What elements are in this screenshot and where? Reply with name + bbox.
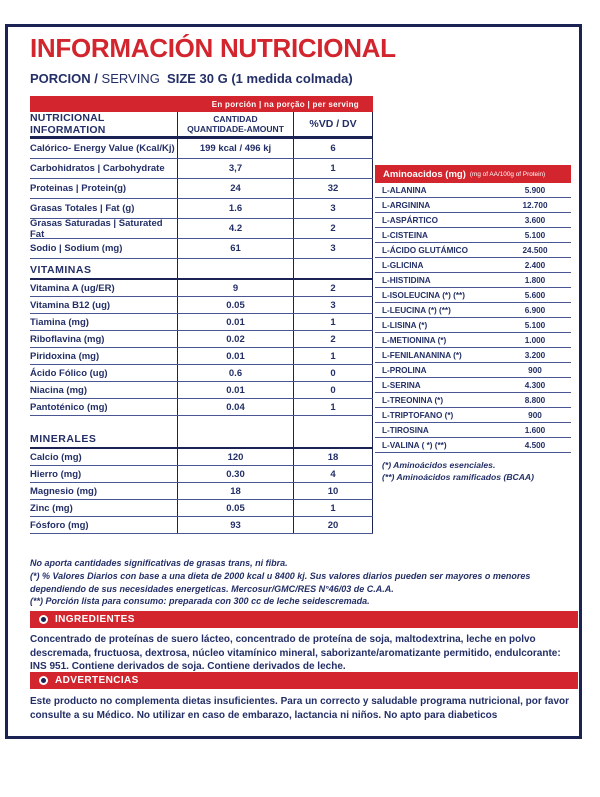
amino-name: L-LISINA (*) (382, 320, 428, 330)
amino-name: L-FENILANANINA (*) (382, 350, 462, 360)
amino-name: L-SERINA (382, 380, 421, 390)
amino-name: L-ISOLEUCINA (*) (**) (382, 290, 465, 300)
amino-value: 4.300 (524, 380, 546, 390)
row-dv: 3 (293, 239, 373, 258)
section-row-minerales (30, 416, 373, 449)
row-dv: 10 (293, 483, 373, 499)
section-title: MINERALES (30, 433, 97, 445)
table-row (30, 280, 373, 297)
row-dv: 0 (293, 382, 373, 398)
table-row (30, 239, 373, 259)
row-dv: 20 (293, 517, 373, 533)
amino-acids-footnotes (375, 460, 571, 483)
row-dv: 2 (293, 219, 373, 238)
amino-row (375, 213, 571, 228)
amino-row (375, 183, 571, 198)
amino-acids-panel (375, 165, 571, 483)
table-row (30, 139, 373, 159)
table-row (30, 348, 373, 365)
row-dv: 1 (293, 348, 373, 364)
amino-row (375, 423, 571, 438)
amino-acids-header (375, 165, 571, 183)
row-dv: 2 (293, 280, 373, 296)
amino-name: L-ALANINA (382, 185, 427, 195)
row-amount: 0.01 (177, 348, 293, 364)
section-empty-cell (293, 416, 373, 447)
table-row (30, 517, 373, 534)
amino-acids-title: Aminoacidos (mg) (383, 168, 466, 180)
row-amount: 0.6 (177, 365, 293, 381)
warnings-text: Este producto no complementa dietas insuficientes. Para un correcto y saludable programa nutricional, por favor consulte a su Médico. No utilizar en caso de embarazo, lactancia ni niños. No apto para diabeticos (30, 696, 570, 721)
column-header-nutrient: NUTRICIONAL INFORMATION (30, 112, 106, 136)
row-amount: 18 (177, 483, 293, 499)
row-label: Grasas Totales | Fat (g) (30, 203, 135, 214)
amino-row (375, 408, 571, 423)
table-row (30, 500, 373, 517)
amino-value: 12.700 (522, 200, 548, 210)
amino-value: 8.800 (524, 395, 546, 405)
per-serving-banner (30, 96, 373, 112)
row-label: Magnesio (mg) (30, 485, 98, 497)
row-dv: 3 (293, 199, 373, 218)
row-amount: 0.01 (177, 314, 293, 330)
nutrition-table (30, 112, 373, 534)
amino-row (375, 318, 571, 333)
serving-line (30, 71, 353, 86)
row-amount: 93 (177, 517, 293, 533)
row-dv: 6 (293, 139, 373, 158)
row-amount: 0.01 (177, 382, 293, 398)
amino-value: 5.100 (524, 230, 546, 240)
table-row (30, 466, 373, 483)
footnote-line: (*) % Valores Diarios con base a una dieta de 2000 kcal u 8400 kj. Sus valores diarios pueden ser mayores o menores dependiendo de sus necesidades energeticas. Mercosur/GMC/RES N°46/03 de C.A.A. (30, 570, 531, 594)
amino-row (375, 303, 571, 318)
row-label: Tiamina (mg) (30, 316, 89, 328)
table-row (30, 331, 373, 348)
amino-row (375, 378, 571, 393)
row-label: Calórico- Energy Value (Kcal/Kj) (30, 143, 175, 154)
amino-name: L-ASPÁRTICO (382, 215, 438, 225)
amino-name: L-TRIPTOFANO (*) (382, 410, 454, 420)
section-empty-cell (177, 416, 293, 447)
amino-footnote-essential: (*) Aminoácidos esenciales. (382, 460, 496, 470)
nutrition-table-body (30, 139, 373, 534)
table-row (30, 179, 373, 199)
amino-row (375, 258, 571, 273)
amino-value: 5.100 (524, 320, 546, 330)
ingredients-header (30, 611, 578, 628)
row-label: Calcio (mg) (30, 451, 82, 463)
amino-value: 2.400 (524, 260, 546, 270)
row-dv: 2 (293, 331, 373, 347)
amino-row (375, 363, 571, 378)
row-dv: 1 (293, 159, 373, 178)
row-dv: 1 (293, 500, 373, 516)
serving-line-serving: SERVING (101, 71, 160, 86)
row-label: Zinc (mg) (30, 502, 73, 514)
row-dv: 32 (293, 179, 373, 198)
table-row (30, 314, 373, 331)
bullet-icon (39, 615, 48, 624)
row-amount: 9 (177, 280, 293, 296)
amino-value: 4.500 (524, 440, 546, 450)
table-row (30, 219, 373, 239)
amino-name: L-ARGININA (382, 200, 431, 210)
row-amount: 24 (177, 179, 293, 198)
row-amount: 120 (177, 449, 293, 465)
section-empty-cell (177, 259, 293, 278)
row-label: Carbohidratos | Carbohydrate (30, 163, 165, 174)
table-row (30, 449, 373, 466)
amino-name: L-GLICINA (382, 260, 424, 270)
row-dv: 1 (293, 399, 373, 415)
amino-value: 1.600 (524, 425, 546, 435)
amino-name: L-TREONINA (*) (382, 395, 444, 405)
amino-name: L-HISTIDINA (382, 275, 431, 285)
table-row (30, 365, 373, 382)
row-label: Fósforo (mg) (30, 519, 89, 531)
amino-value: 900 (528, 365, 542, 375)
warnings-header (30, 672, 578, 689)
row-label: Vitamina B12 (ug) (30, 299, 111, 311)
row-label: Sodio | Sodium (mg) (30, 243, 123, 254)
row-amount: 61 (177, 239, 293, 258)
section-row-vitaminas (30, 259, 373, 280)
table-row (30, 199, 373, 219)
amino-name: L-CISTEINA (382, 230, 428, 240)
warnings-header-label: ADVERTENCIAS (55, 675, 139, 686)
amino-row (375, 198, 571, 213)
row-amount: 0.05 (177, 297, 293, 313)
amino-name: L-TIROSINA (382, 425, 429, 435)
amino-value: 24.500 (522, 245, 548, 255)
row-label: Riboflavina (mg) (30, 333, 105, 345)
row-label: Ácido Fólico (ug) (30, 367, 108, 379)
row-amount: 0.04 (177, 399, 293, 415)
daily-value-footnotes (30, 557, 578, 608)
amino-row (375, 393, 571, 408)
row-amount: 0.05 (177, 500, 293, 516)
serving-line-porcion: PORCION / (30, 71, 98, 86)
row-dv: 4 (293, 466, 373, 482)
row-label: Niacina (mg) (30, 384, 88, 396)
amino-row (375, 273, 571, 288)
table-row (30, 159, 373, 179)
row-amount: 0.02 (177, 331, 293, 347)
amino-value: 3.200 (524, 350, 546, 360)
row-label: Grasas Saturadas | Saturated Fat (30, 217, 163, 240)
ingredients-text: Concentrado de proteínas de suero lácteo, concentrado de proteína de soja, maltodextrina, leche en polvo descremada, fructuosa, dextrosa, núcleo vitamínico mineral, saborizante/aromatizante permitido, endulcorante: INS 951. Contiene derivados de soja. Contiene derivados de leche. (30, 634, 561, 672)
amino-row (375, 348, 571, 363)
amino-row (375, 333, 571, 348)
footnote-line: No aporta cantidades significativas de grasas trans, ni fibra. (30, 558, 288, 568)
amino-name: L-PROLINA (382, 365, 427, 375)
label-frame (5, 24, 582, 739)
amino-value: 900 (528, 410, 542, 420)
bullet-icon (39, 676, 48, 685)
table-row (30, 297, 373, 314)
footnote-line: (**) Porción lista para consumo: preparada con 300 cc de leche seidescremada. (30, 596, 370, 607)
amino-value: 1.000 (524, 335, 546, 345)
amino-value: 5.900 (524, 185, 546, 195)
amino-row (375, 228, 571, 243)
row-dv: 3 (293, 297, 373, 313)
table-row (30, 399, 373, 416)
amino-name: L-LEUCINA (*) (**) (382, 305, 451, 315)
table-row (30, 483, 373, 500)
row-amount: 3,7 (177, 159, 293, 178)
section-title: VITAMINAS (30, 264, 92, 276)
per-serving-banner-label: En porción | na porção | per serving (211, 99, 359, 109)
row-amount: 1.6 (177, 199, 293, 218)
row-label: Vitamina A (ug/ER) (30, 282, 115, 294)
amino-footnote-bcaa: (**) Aminoácidos ramificados (BCAA) (382, 471, 535, 482)
row-label: Pantoténico (mg) (30, 401, 108, 413)
amino-name: L-METIONINA (*) (382, 335, 447, 345)
amino-row (375, 243, 571, 258)
amino-name: L-ÁCIDO GLUTÁMICO (382, 245, 468, 255)
nutrition-table-header (30, 112, 373, 139)
row-amount: 0.30 (177, 466, 293, 482)
row-label: Proteinas | Protein(g) (30, 183, 127, 194)
column-header-amount: CANTIDAD QUANTIDADE-AMOUNT (177, 112, 293, 136)
amino-row (375, 438, 571, 453)
row-dv: 0 (293, 365, 373, 381)
amino-value: 3.600 (524, 215, 546, 225)
row-amount: 199 kcal / 496 kj (177, 139, 293, 158)
section-empty-cell (293, 259, 373, 278)
amino-acids-unit-note: (mg of AA/100g of Protein) (469, 170, 546, 178)
table-row (30, 382, 373, 399)
amino-value: 6.900 (524, 305, 546, 315)
ingredients-header-label: INGREDIENTES (55, 614, 135, 625)
row-amount: 4.2 (177, 219, 293, 238)
amino-name: L-VALINA ( *) (**) (382, 440, 447, 450)
column-header-dv: %VD / DV (293, 112, 373, 136)
row-dv: 18 (293, 449, 373, 465)
row-label: Piridoxina (mg) (30, 350, 100, 362)
amino-value: 5.600 (524, 290, 546, 300)
amino-acids-body (375, 183, 571, 453)
row-label: Hierro (mg) (30, 468, 82, 480)
serving-line-size: SIZE 30 G (1 medida colmada) (167, 71, 353, 86)
amino-value: 1.800 (524, 275, 546, 285)
amino-row (375, 288, 571, 303)
page-title: INFORMACIÓN NUTRICIONAL (30, 33, 396, 63)
row-dv: 1 (293, 314, 373, 330)
